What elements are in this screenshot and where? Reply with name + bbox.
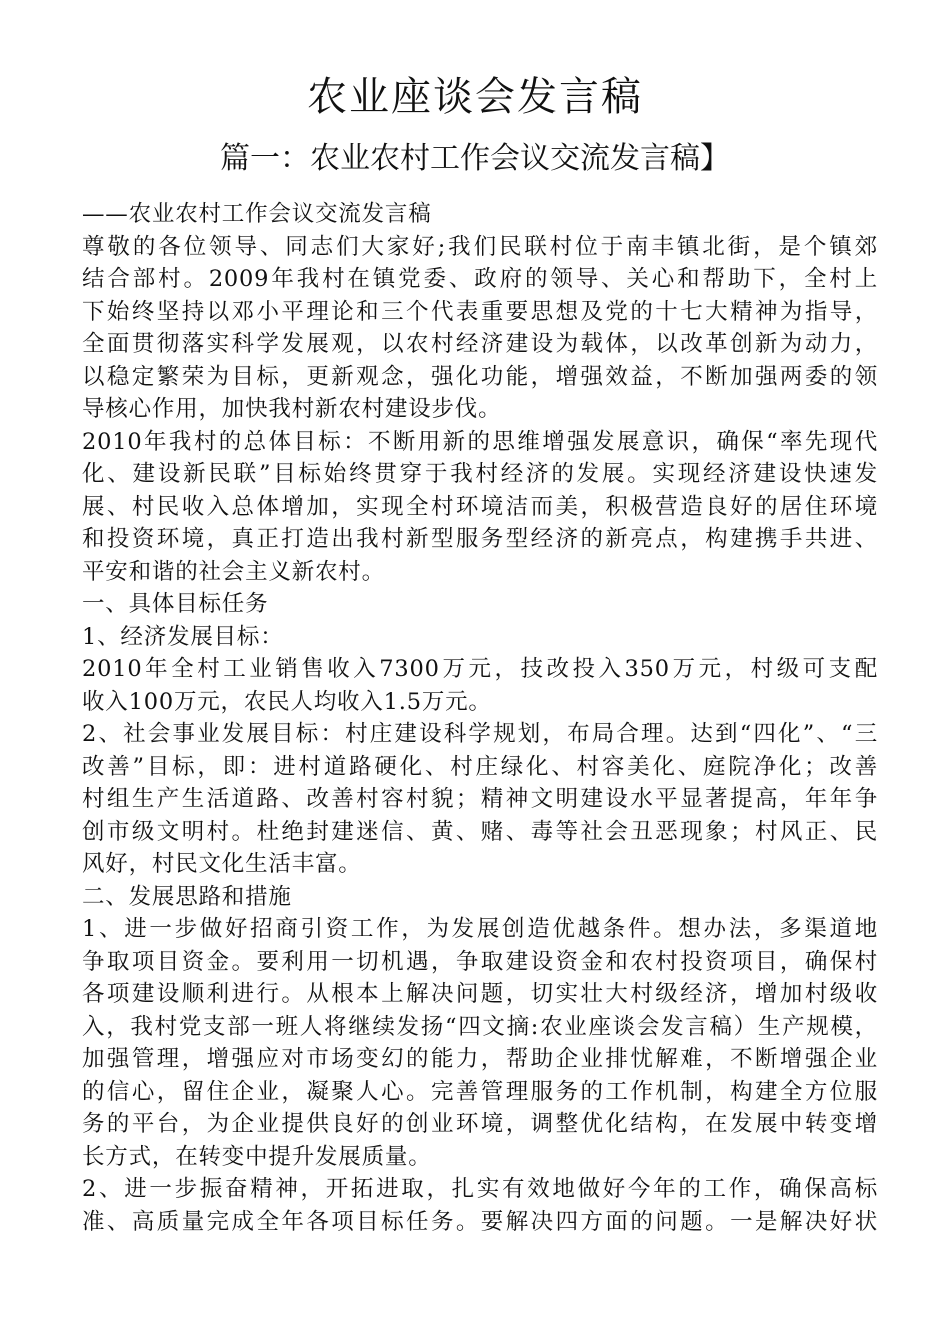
text-line: 改善”目标，即：进村道路硬化、村庄绿化、村容美化、庭院净化；改善 [82,753,878,780]
text-line: 创市级文明村。杜绝封建迷信、黄、赌、毒等社会丑恶现象；村风正、民 [82,818,878,845]
text-line: 村组生产生活道路、改善村容村貌；精神文明建设水平显著提高，年年争 [82,786,878,812]
text-line: 平安和谐的社会主义新农村。 [82,558,385,585]
text-line: 1、进一步做好招商引资工作，为发展创造优越条件。想办法，多渠道地 [82,916,878,942]
text-line: 以稳定繁荣为目标，更新观念，强化功能，增强效益，不断加强两委的领 [82,363,878,390]
text-line: 争取项目资金。要利用一切机遇，争取建设资金和农村投资项目，确保村 [82,948,878,975]
text-line: 尊敬的各位领导、同志们大家好;我们民联村位于南丰镇北街，是个镇郊 [82,233,878,260]
text-line: 2、进一步振奋精神，开拓进取，扎实有效地做好今年的工作，确保高标 [82,1176,878,1202]
text-line: 一、具体目标任务 [82,591,269,617]
text-line: 加强管理，增强应对市场变幻的能力，帮助企业排忧解难，不断增强企业 [82,1046,878,1072]
text-line: 展、村民收入总体增加，实现全村环境洁而美，积极营造良好的居住环境 [82,493,878,520]
document-body [82,198,878,1238]
text-line: ——农业农村工作会议交流发言稿 [82,201,432,227]
text-line: 1、经济发展目标： [82,623,284,650]
text-line: 二、发展思路和措施 [82,883,292,910]
text-line: 入，我村党支部一班人将继续发扬“四文摘:农业座谈会发言稿）生产规模， [82,1013,878,1040]
text-line: 和投资环境，真正打造出我村新型服务型经济的新亮点，构建携手共进、 [82,526,878,552]
text-line: 2010年我村的总体目标：不断用新的思维增强发展意识，确保“率先现代 [82,428,878,455]
text-line: 下始终坚持以邓小平理论和三个代表重要思想及党的十七大精神为指导， [82,298,878,325]
text-line: 的信心，留住企业，凝聚人心。完善管理服务的工作机制，构建全方位服 [82,1078,878,1105]
text-line: 收入100万元，农民人均收入1.5万元。 [82,688,492,715]
text-line: 2、社会事业发展目标：村庄建设科学规划，布局合理。达到“四化”、“三 [82,721,878,747]
text-line: 务的平台，为企业提供良好的创业环境，调整优化结构，在发展中转变增 [82,1111,878,1137]
text-line: 结合部村。2009年我村在镇党委、政府的领导、关心和帮助下，全村上 [82,266,878,292]
text-line: 各项建设顺利进行。从根本上解决问题，切实壮大村级经济，增加村级收 [82,981,878,1007]
text-line: 化、建设新民联”目标始终贯穿于我村经济的发展。实现经济建设快速发 [82,461,878,487]
text-line: 准、高质量完成全年各项目标任务。要解决四方面的问题。一是解决好状 [82,1208,878,1235]
text-line: 导核心作用，加快我村新农村建设步伐。 [82,396,502,422]
text-line: 全面贯彻落实科学发展观，以农村经济建设为载体，以改革创新为动力， [82,331,878,357]
document-title: 农业座谈会发言稿 [307,74,643,120]
text-line: 风好，村民文化生活丰富。 [82,851,362,877]
document-subtitle: 篇一：农业农村工作会议交流发言稿】 [220,141,730,176]
text-line: 2010年全村工业销售收入7300万元，技改投入350万元，村级可支配 [82,656,878,682]
text-line: 长方式，在转变中提升发展质量。 [82,1143,432,1170]
